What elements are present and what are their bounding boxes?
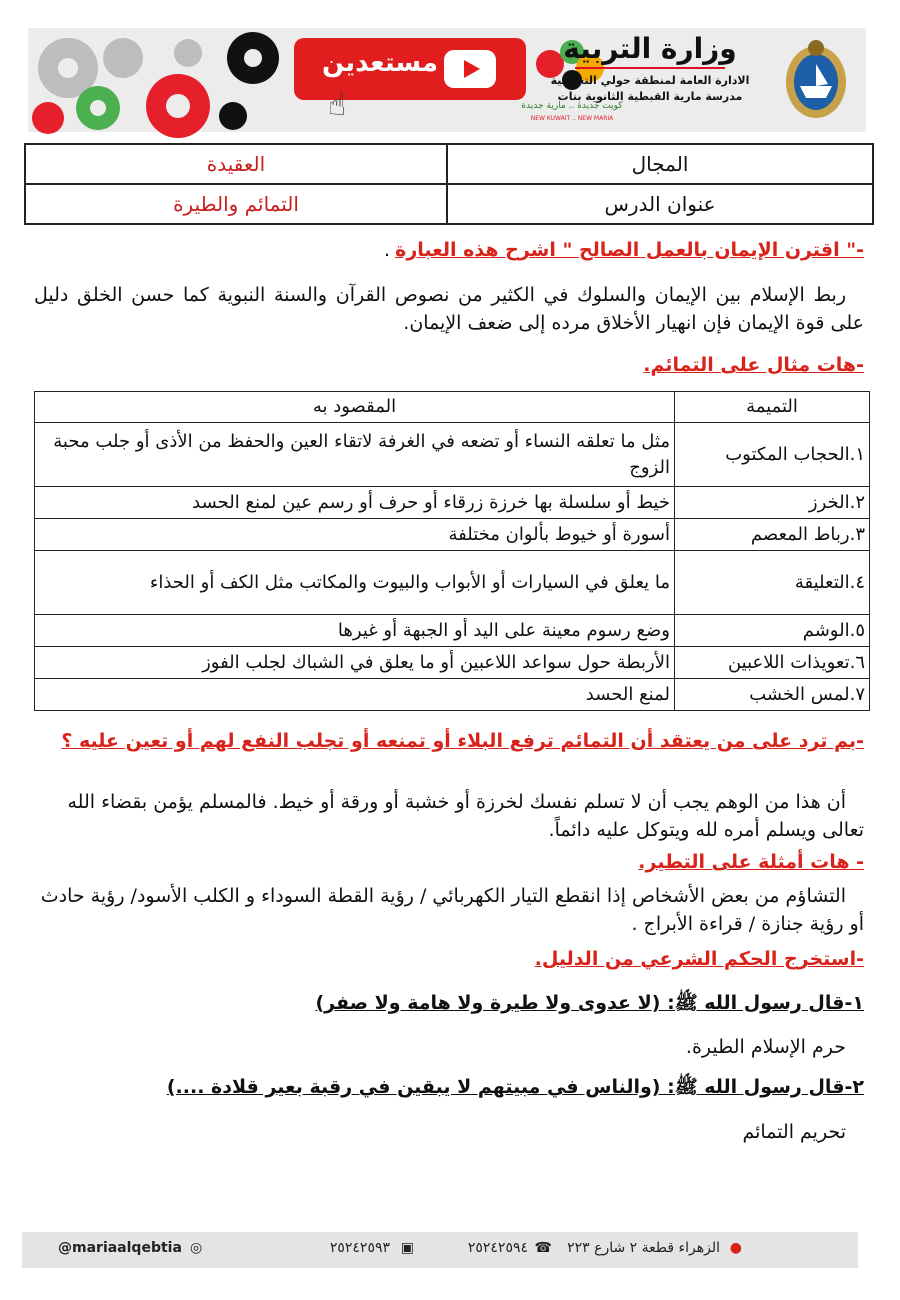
table-row xyxy=(25,184,873,224)
table-row xyxy=(35,519,870,551)
evidence-1: ١-قال رسول الله ﷺ: (لا عدوى ولا طيرة ولا هامة ولا صفر) xyxy=(315,992,864,1014)
lesson-label: عنوان الدرس xyxy=(447,184,873,224)
amulet-name: ٥.الوشم xyxy=(675,615,870,647)
ruling-2: تحريم التمائم xyxy=(742,1121,846,1143)
phone-icon: ☎ xyxy=(534,1240,552,1256)
footer-instagram[interactable]: @mariaalqebtia xyxy=(58,1240,182,1256)
table-row xyxy=(35,615,870,647)
column-header-amulet: التميمة xyxy=(675,392,870,423)
svg-text:كويت جديدة .. مارية جديدة: كويت جديدة .. مارية جديدة xyxy=(521,101,623,111)
table-row xyxy=(35,679,870,711)
field-value: العقيدة xyxy=(25,144,447,184)
column-header-meaning: المقصود به xyxy=(35,392,675,423)
amulet-name: ٢.الخرز xyxy=(675,487,870,519)
table-row xyxy=(35,423,870,487)
amulet-meaning: أسورة أو خيوط بألوان مختلفة xyxy=(35,519,675,551)
school-name: مدرسة مارية القبطية الثانوية بنات xyxy=(557,90,743,103)
gears-decoration-icon xyxy=(28,28,288,132)
question-1-end: . xyxy=(383,239,391,261)
amulet-meaning: الأربطة حول سواعد اللاعبين أو ما يعلق في الشباك لجلب الفوز xyxy=(35,647,675,679)
question-4: - هات أمثلة على التطير. xyxy=(638,851,864,873)
lesson-info-table xyxy=(24,143,874,225)
question-3: -بم ترد على من يعتقد أن التمائم ترفع البلاء أو تمنعه أو تجلب النفع لهم أو تعين عليه ؟ xyxy=(61,730,864,752)
footer-address: الزهراء قطعة ٢ شارع ٢٢٣ xyxy=(567,1240,720,1256)
amulet-name: ٤.التعليقة xyxy=(675,551,870,615)
amulet-name: ٦.تعويذات اللاعبين xyxy=(675,647,870,679)
kuwait-emblem-icon xyxy=(778,34,854,124)
amulet-name: ٣.رباط المعصم xyxy=(675,519,870,551)
amulet-meaning: ما يعلق في السيارات أو الأبواب والبيوت والمكاتب مثل الكف أو الحذاء xyxy=(35,551,675,615)
evidence-2: ٢-قال رسول الله ﷺ: (والناس في مبيتهم لا يبقين في رقبة بعير قلادة ....) xyxy=(166,1076,864,1098)
amulets-table xyxy=(34,391,870,711)
ministry-district: الادارة العامة لمنطقة حولي التعليمية xyxy=(550,74,750,87)
table-row xyxy=(35,487,870,519)
ministry-title: وزارة التربية xyxy=(563,32,737,65)
table-header-row xyxy=(35,392,870,423)
fax-icon: ▣ xyxy=(400,1240,414,1256)
amulet-name: ٧.لمس الخشب xyxy=(675,679,870,711)
table-row xyxy=(35,551,870,615)
ministry-heading xyxy=(530,32,770,105)
amulet-meaning: لمنع الحسد xyxy=(35,679,675,711)
pointer-hand-icon: ☝ xyxy=(328,88,347,123)
amulet-meaning: مثل ما تعلقه النساء أو تضعه في الغرفة لاتقاء العين والحفظ من الأذى أو جلب محبة الزوج xyxy=(35,423,675,487)
footer-bar xyxy=(22,1232,858,1268)
answer-4: التشاؤم من بعض الأشخاص إذا انقطع التيار الكهربائي / رؤية القطة السوداء و الكلب الأسود/ رؤية حادث أو رؤية جنازة / قراءة الأبراج . xyxy=(40,885,864,935)
question-2: -هات مثال على التمائم. xyxy=(643,354,864,376)
header-banner xyxy=(28,28,866,132)
youtube-play-icon xyxy=(444,50,496,88)
divider xyxy=(575,67,725,69)
table-row xyxy=(25,144,873,184)
amulet-meaning: خيط أو سلسلة بها خرزة زرقاء أو حرف أو رسم عين لمنع الحسد xyxy=(35,487,675,519)
field-label: المجال xyxy=(447,144,873,184)
youtube-label: مستعدين xyxy=(321,48,438,78)
answer-1: ربط الإسلام بين الإيمان والسلوك في الكثير من نصوص القرآن والسنة النبوية كما حسن الخلق دليل على قوة الإيمان فإن انهيار الأخلاق مرده إلى ضعف الإيمان. xyxy=(34,284,864,334)
question-1 xyxy=(34,236,864,264)
svg-text:NEW KUWAIT .. NEW MARIA: NEW KUWAIT .. NEW MARIA xyxy=(530,115,614,122)
amulet-meaning: وضع رسوم معينة على اليد أو الجبهة أو غيرها xyxy=(35,615,675,647)
question-1-text: -" اقترن الإيمان بالعمل الصالح " اشرح هذه العبارة xyxy=(395,239,864,261)
lesson-value: التمائم والطيرة xyxy=(25,184,447,224)
footer-fax: ٢٥٢٤٢٥٩٣ xyxy=(329,1240,390,1256)
table-row xyxy=(35,647,870,679)
location-pin-icon: ● xyxy=(729,1240,742,1256)
amulet-name: ١.الحجاب المكتوب xyxy=(675,423,870,487)
ruling-1: حرم الإسلام الطيرة. xyxy=(685,1036,846,1058)
answer-3: أن هذا من الوهم يجب أن لا تسلم نفسك لخرزة أو خشبة أو ورقة أو خيط. فالمسلم يؤمن بقضاء الله تعالى ويسلم أمره لله ويتوكل عليه دائماً. xyxy=(67,791,864,841)
question-5: -استخرج الحكم الشرعي من الدليل. xyxy=(534,948,864,970)
footer-phone: ٢٥٢٤٢٥٩٤ xyxy=(467,1240,528,1256)
instagram-icon: ◎ xyxy=(190,1240,203,1256)
